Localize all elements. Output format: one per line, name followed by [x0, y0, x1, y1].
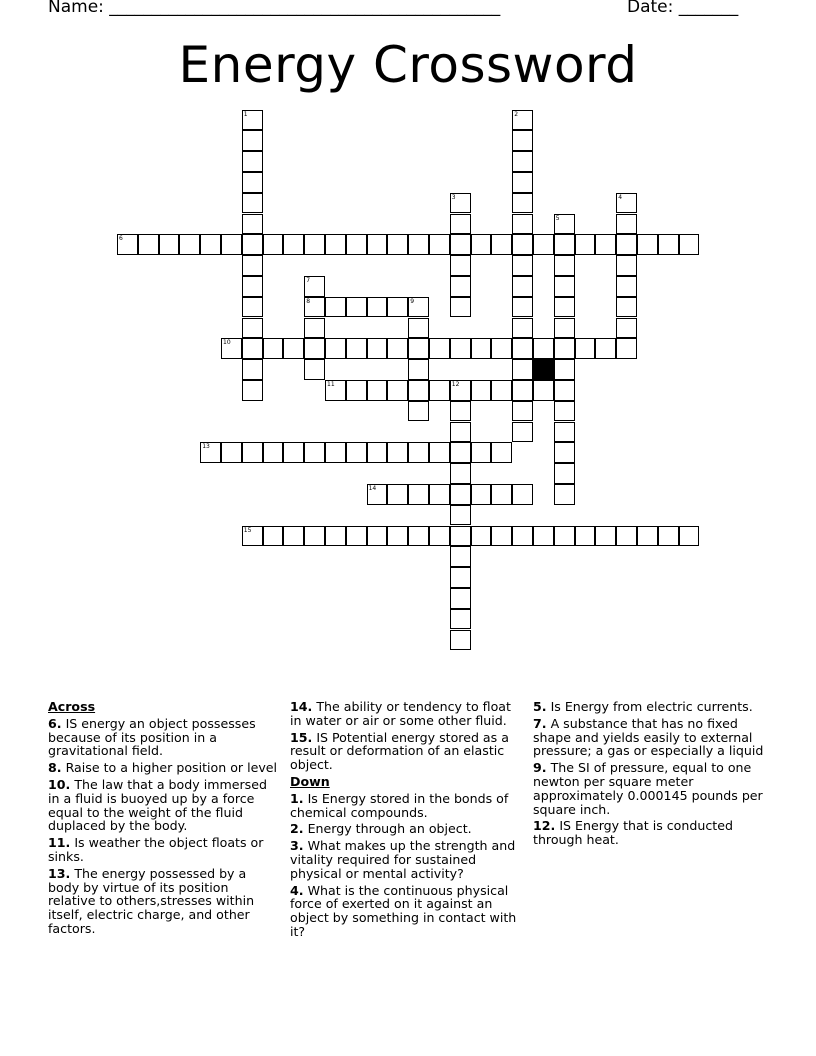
crossword-cell[interactable]: [450, 526, 471, 547]
crossword-cell[interactable]: [512, 151, 533, 172]
crossword-cell[interactable]: [242, 234, 263, 255]
crossword-cell[interactable]: [595, 526, 616, 547]
crossword-cell[interactable]: [304, 526, 325, 547]
crossword-cell[interactable]: [471, 442, 492, 463]
crossword-cell[interactable]: [304, 338, 325, 359]
crossword-cell[interactable]: [242, 255, 263, 276]
crossword-cell[interactable]: [263, 526, 284, 547]
crossword-cell[interactable]: [450, 338, 471, 359]
crossword-cell[interactable]: [367, 297, 388, 318]
clue-text: Is Energy from electric currents.: [546, 699, 753, 714]
crossword-cell[interactable]: [346, 380, 367, 401]
clue-item: [533, 700, 769, 714]
crossword-cell[interactable]: [533, 380, 554, 401]
crossword-cell[interactable]: [263, 442, 284, 463]
crossword-cell[interactable]: [367, 442, 388, 463]
name-field-label: Name: ______________________________________________: [48, 0, 501, 17]
crossword-cell[interactable]: [616, 276, 637, 297]
crossword-cell[interactable]: [450, 630, 471, 651]
crossword-cell[interactable]: [471, 234, 492, 255]
clue-item: [290, 731, 522, 772]
crossword-cell[interactable]: [346, 297, 367, 318]
clue-number: 4.: [290, 882, 304, 898]
clue-item: [48, 717, 278, 758]
clues-column-2: [290, 700, 522, 942]
crossword-cell[interactable]: [367, 484, 388, 505]
crossword-cell[interactable]: [200, 234, 221, 255]
cell-number: 11: [327, 380, 335, 388]
crossword-cell[interactable]: [512, 338, 533, 359]
crossword-cell[interactable]: [221, 234, 242, 255]
crossword-cell[interactable]: [512, 401, 533, 422]
crossword-cell[interactable]: [263, 338, 284, 359]
crossword-cell[interactable]: [450, 380, 471, 401]
crossword-cell[interactable]: [242, 276, 263, 297]
clue-text: Raise to a higher position or level: [61, 760, 278, 776]
down-clue-list-continued: [533, 700, 769, 847]
crossword-cell[interactable]: [554, 442, 575, 463]
crossword-cell[interactable]: [554, 338, 575, 359]
crossword-cell[interactable]: [512, 297, 533, 318]
crossword-cell[interactable]: [616, 234, 637, 255]
crossword-cell[interactable]: [554, 484, 575, 505]
crossword-cell[interactable]: [450, 255, 471, 276]
down-heading: Down: [290, 773, 330, 789]
clue-number: 8.: [48, 760, 62, 776]
crossword-cell[interactable]: [408, 401, 429, 422]
clues-column-3: [533, 700, 769, 850]
crossword-cell[interactable]: [554, 526, 575, 547]
crossword-cell[interactable]: [325, 526, 346, 547]
crossword-cell[interactable]: [450, 193, 471, 214]
clue-item: [48, 867, 278, 936]
crossword-cell[interactable]: [408, 338, 429, 359]
crossword-cell[interactable]: [512, 484, 533, 505]
clue-number: 9.: [533, 760, 547, 776]
crossword-cell[interactable]: [242, 359, 263, 380]
clue-number: 15.: [290, 729, 313, 745]
clue-item: [290, 884, 522, 939]
crossword-cell[interactable]: [616, 255, 637, 276]
crossword-cell[interactable]: [471, 338, 492, 359]
date-field-label: Date: _______: [627, 0, 739, 17]
crossword-cell[interactable]: [554, 297, 575, 318]
crossword-cell[interactable]: [554, 318, 575, 339]
crossword-cell[interactable]: [512, 318, 533, 339]
crossword-cell[interactable]: [471, 484, 492, 505]
clue-text: IS Energy that is conducted through heat.: [533, 818, 733, 848]
crossword-cell[interactable]: [200, 442, 221, 463]
crossword-cell[interactable]: [554, 234, 575, 255]
across-clue-list: [48, 717, 278, 936]
crossword-cell[interactable]: [575, 338, 596, 359]
clue-text: The energy possessed by a body by virtue of its position relative to others,stresses within itself, electric charge, and other factors.: [48, 865, 255, 936]
cell-number: 10: [223, 339, 231, 347]
crossword-cell[interactable]: [346, 338, 367, 359]
crossword-cell[interactable]: [429, 234, 450, 255]
crossword-cell[interactable]: [367, 380, 388, 401]
clue-number: 13.: [48, 865, 71, 881]
crossword-cell[interactable]: [242, 526, 263, 547]
cell-number: 14: [368, 484, 377, 492]
crossword-cell[interactable]: [637, 234, 658, 255]
crossword-cell[interactable]: [283, 234, 304, 255]
crossword-cell[interactable]: [450, 442, 471, 463]
crossword-cell[interactable]: [221, 442, 242, 463]
clue-number: 3.: [290, 838, 304, 854]
crossword-cell[interactable]: [512, 380, 533, 401]
clue-number: 11.: [48, 835, 71, 851]
clue-text: A substance that has no fixed shape and yields easily to external pressure; a gas or especially a liquid: [533, 715, 764, 759]
crossword-cell[interactable]: [450, 484, 471, 505]
crossword-cell[interactable]: [408, 359, 429, 380]
crossword-cell[interactable]: [367, 526, 388, 547]
crossword-cell[interactable]: [616, 214, 637, 235]
cell-number: 5: [555, 214, 560, 222]
crossword-cell[interactable]: [387, 380, 408, 401]
clue-item: [533, 761, 769, 816]
cell-number: 9: [410, 297, 415, 305]
crossword-cell[interactable]: [595, 338, 616, 359]
crossword-cell[interactable]: [138, 234, 159, 255]
crossword-cell[interactable]: [408, 442, 429, 463]
crossword-cell[interactable]: [242, 151, 263, 172]
crossword-cell[interactable]: [616, 338, 637, 359]
clue-text: What is the continuous physical force of exerted on it against an object by something in contact with it?: [290, 882, 517, 939]
crossword-cell[interactable]: [242, 318, 263, 339]
clue-item: [290, 822, 522, 836]
crossword-cell[interactable]: [554, 380, 575, 401]
crossword-cell[interactable]: [471, 380, 492, 401]
crossword-cell[interactable]: [325, 234, 346, 255]
crossword-cell[interactable]: [159, 234, 180, 255]
crossword-cell[interactable]: [595, 234, 616, 255]
crossword-cell[interactable]: [554, 463, 575, 484]
crossword-cell[interactable]: [242, 380, 263, 401]
crossword-cell[interactable]: [512, 110, 533, 131]
crossword-cell[interactable]: [491, 380, 512, 401]
crossword-cell[interactable]: [408, 484, 429, 505]
clue-text: IS Potential energy stored as a result or deformation of an elastic object.: [290, 729, 509, 773]
clue-number: 5.: [533, 699, 547, 714]
crossword-cell[interactable]: [283, 526, 304, 547]
cell-number: 3: [451, 193, 456, 201]
crossword-cell[interactable]: [429, 380, 450, 401]
crossword-cell[interactable]: [658, 234, 679, 255]
crossword-cell[interactable]: [512, 359, 533, 380]
crossword-cell[interactable]: [179, 234, 200, 255]
crossword-cell[interactable]: [367, 338, 388, 359]
crossword-cell[interactable]: [408, 234, 429, 255]
crossword-cell[interactable]: [387, 297, 408, 318]
crossword-cell[interactable]: [616, 193, 637, 214]
clue-text: The SI of pressure, equal to one newton per square meter approximately 0.000145 pounds per square inch.: [533, 760, 763, 817]
cell-number: 6: [119, 235, 123, 243]
crossword-cell[interactable]: [554, 401, 575, 422]
clue-text: The ability or tendency to float in water or air or some other fluid.: [290, 699, 511, 728]
crossword-cell[interactable]: [367, 234, 388, 255]
across-heading: Across: [48, 699, 96, 714]
crossword-cell[interactable]: [512, 234, 533, 255]
crossword-cell[interactable]: [450, 505, 471, 526]
crossword-cell[interactable]: [554, 214, 575, 235]
clue-item: [533, 819, 769, 847]
crossword-cell[interactable]: [450, 588, 471, 609]
crossword-cell[interactable]: [408, 297, 429, 318]
crossword-cell[interactable]: [491, 234, 512, 255]
clue-item: [533, 717, 769, 758]
crossword-cell[interactable]: [408, 526, 429, 547]
clue-number: 10.: [48, 776, 71, 792]
crossword-cell[interactable]: [429, 484, 450, 505]
clue-item: [290, 700, 522, 728]
clue-number: 12.: [533, 818, 556, 834]
cell-number: 4: [618, 193, 623, 201]
crossword-cell[interactable]: [408, 318, 429, 339]
crossword-cell[interactable]: [616, 297, 637, 318]
crossword-cell[interactable]: [450, 463, 471, 484]
crossword-cell[interactable]: [491, 442, 512, 463]
crossword-cell[interactable]: [429, 338, 450, 359]
cell-number: 15: [243, 526, 252, 534]
crossword-cell[interactable]: [679, 234, 700, 255]
crossword-cell[interactable]: [512, 526, 533, 547]
crossword-cell[interactable]: [450, 401, 471, 422]
crossword-cell[interactable]: [242, 338, 263, 359]
crossword-cell[interactable]: [450, 546, 471, 567]
crossword-black-cell: [533, 359, 554, 380]
crossword-cell[interactable]: [491, 526, 512, 547]
crossword-cell[interactable]: [679, 526, 700, 547]
crossword-cell[interactable]: [387, 442, 408, 463]
crossword-cell[interactable]: [242, 214, 263, 235]
crossword-cell[interactable]: [450, 234, 471, 255]
clue-text: The law that a body immersed in a fluid is buoyed up by a force equal to the weight of the fluid duplaced by the body.: [48, 776, 267, 834]
crossword-cell[interactable]: [387, 484, 408, 505]
crossword-cell[interactable]: [346, 234, 367, 255]
crossword-cell[interactable]: [429, 442, 450, 463]
crossword-cell[interactable]: [242, 297, 263, 318]
crossword-cell[interactable]: [616, 526, 637, 547]
crossword-cell[interactable]: [346, 442, 367, 463]
crossword-cell[interactable]: [117, 234, 138, 255]
crossword-cell[interactable]: [325, 380, 346, 401]
clue-number: 14.: [290, 699, 313, 714]
crossword-cell[interactable]: [658, 526, 679, 547]
down-clue-list: [290, 792, 522, 939]
clue-text: What makes up the strength and vitality required for sustained physical or mental activity?: [290, 838, 516, 881]
clue-number: 1.: [290, 790, 304, 806]
crossword-cell[interactable]: [533, 338, 554, 359]
crossword-cell[interactable]: [408, 380, 429, 401]
crossword-cell[interactable]: [512, 255, 533, 276]
crossword-cell[interactable]: [242, 193, 263, 214]
crossword-cell[interactable]: [554, 422, 575, 443]
crossword-cell[interactable]: [575, 526, 596, 547]
cell-number: 13: [202, 443, 210, 451]
page-title: Energy Crossword: [178, 36, 638, 94]
crossword-cell[interactable]: [554, 359, 575, 380]
crossword-cell[interactable]: [304, 234, 325, 255]
crossword-cell[interactable]: [450, 214, 471, 235]
crossword-cell[interactable]: [512, 130, 533, 151]
crossword-cell[interactable]: [512, 172, 533, 193]
cell-number: 1: [243, 110, 248, 118]
crossword-cell[interactable]: [512, 422, 533, 443]
crossword-cell[interactable]: [242, 110, 263, 131]
crossword-cell[interactable]: [242, 130, 263, 151]
clues-column-1: [48, 700, 278, 939]
crossword-cell[interactable]: [450, 297, 471, 318]
crossword-cell[interactable]: [450, 609, 471, 630]
clue-text: Is Energy stored in the bonds of chemical compounds.: [290, 790, 509, 820]
cell-number: 2: [514, 110, 519, 118]
crossword-cell[interactable]: [491, 338, 512, 359]
cell-number: 8: [306, 297, 311, 305]
crossword-cell[interactable]: [283, 338, 304, 359]
across-clue-list-continued: [290, 700, 522, 772]
crossword-cell[interactable]: [325, 338, 346, 359]
crossword-cell[interactable]: [242, 172, 263, 193]
clue-item: [48, 836, 278, 864]
crossword-cell[interactable]: [387, 234, 408, 255]
clue-text: Energy through an object.: [303, 821, 472, 837]
clue-item: [290, 839, 522, 880]
crossword-cell[interactable]: [471, 526, 492, 547]
crossword-cell[interactable]: [263, 234, 284, 255]
crossword-cell[interactable]: [325, 442, 346, 463]
crossword-cell[interactable]: [304, 297, 325, 318]
crossword-cell[interactable]: [304, 359, 325, 380]
crossword-cell[interactable]: [450, 567, 471, 588]
crossword-cell[interactable]: [533, 234, 554, 255]
crossword-cell[interactable]: [242, 442, 263, 463]
clue-item: [48, 761, 278, 775]
crossword-cell[interactable]: [283, 442, 304, 463]
clue-text: Is weather the object floats or sinks.: [48, 835, 264, 864]
crossword-cell[interactable]: [304, 318, 325, 339]
crossword-cell[interactable]: [616, 318, 637, 339]
clue-item: [48, 778, 278, 833]
crossword-cell[interactable]: [387, 338, 408, 359]
crossword-cell[interactable]: [325, 297, 346, 318]
crossword-cell[interactable]: [554, 276, 575, 297]
crossword-cell[interactable]: [637, 526, 658, 547]
crossword-cell[interactable]: [346, 526, 367, 547]
crossword-cell[interactable]: [450, 276, 471, 297]
crossword-cell[interactable]: [533, 526, 554, 547]
crossword-cell[interactable]: [512, 276, 533, 297]
cell-number: 12: [451, 380, 460, 388]
crossword-cell[interactable]: [512, 193, 533, 214]
clue-text: IS energy an object possesses because of its position in a gravitational field.: [48, 715, 256, 759]
crossword-cell[interactable]: [304, 442, 325, 463]
crossword-cell[interactable]: [387, 526, 408, 547]
crossword-cell[interactable]: [575, 234, 596, 255]
clue-number: 7.: [533, 715, 547, 731]
crossword-cell[interactable]: [429, 526, 450, 547]
crossword-cell[interactable]: [450, 422, 471, 443]
clue-number: 2.: [290, 821, 304, 837]
crossword-cell[interactable]: [491, 484, 512, 505]
crossword-cell[interactable]: [512, 214, 533, 235]
crossword-cell[interactable]: [304, 276, 325, 297]
clue-number: 6.: [48, 715, 62, 731]
crossword-cell[interactable]: [221, 338, 242, 359]
cell-number: 7: [306, 276, 311, 284]
crossword-cell[interactable]: [554, 255, 575, 276]
clue-item: [290, 792, 522, 820]
